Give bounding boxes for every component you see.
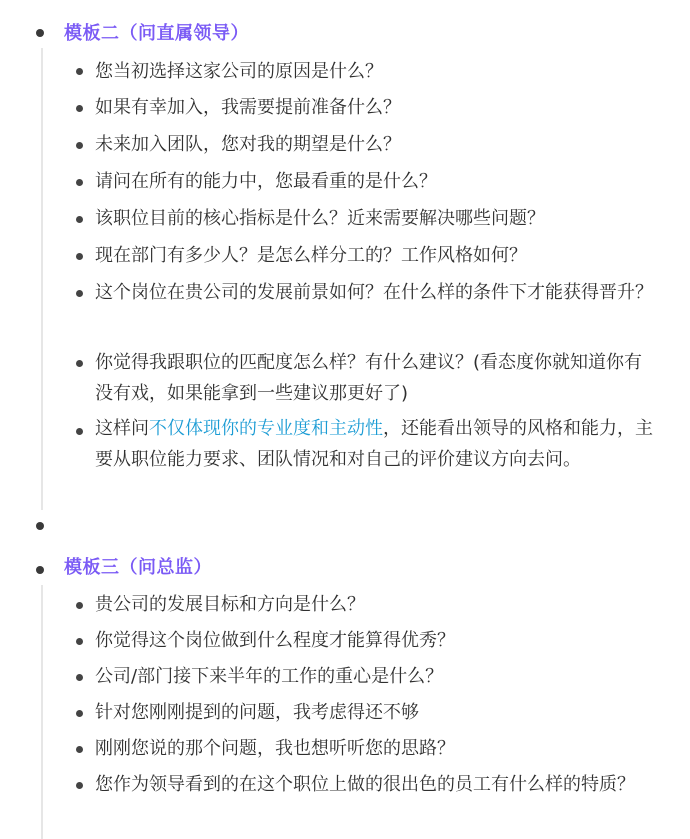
list-bullet [76,782,83,789]
summary-suffix: ，还能看出领导的风格和能力，主要从职位能力要求、团队情况和对自己的评价建议方向去问。 [95,418,653,470]
list-item: 这个岗位在贵公司的发展前景如何？在什么样的条件下才能获得晋升？ [95,282,653,303]
list-bullet [76,68,83,75]
summary-highlight: 不仅体现你的专业度和主动性 [149,418,383,439]
list-bullet [76,602,83,609]
list-item: 贵公司的发展目标和方向是什么？ [95,594,365,615]
list-item-summary [95,413,655,475]
list-bullet [76,674,83,681]
top-level-bullet [36,566,44,574]
list-item: 请问在所有的能力中，您最看重的是什么？ [95,171,437,192]
list-item: 现在部门有多少人？是怎么样分工的？工作风格如何？ [95,245,527,266]
section-heading: 模板三（问总监） [64,557,212,578]
section-heading: 模板二（问直属领导） [64,23,249,44]
list-item: 你觉得这个岗位做到什么程度才能算得优秀？ [95,630,455,651]
list-item: 你觉得我跟职位的匹配度怎么样？有什么建议？(看态度你就知道你有没有戏，如果能拿到一些建议那更好了) [95,352,643,404]
list-bullet [76,746,83,753]
nested-list-guide-line [41,585,43,839]
list-item: 如果有幸加入，我需要提前准备什么？ [95,97,401,118]
list-bullet [76,428,83,435]
list-item: 针对您刚刚提到的问题，我考虑得还不够 [95,702,419,723]
list-bullet [76,290,83,297]
list-bullet [76,216,83,223]
summary-prefix: 这样问 [95,418,149,439]
list-item: 刚刚您说的那个问题，我也想听听您的思路？ [95,738,455,759]
list-bullet [76,179,83,186]
list-bullet [76,142,83,149]
list-item: 未来加入团队，您对我的期望是什么？ [95,134,401,155]
list-bullet [76,710,83,717]
list-bullet [76,638,83,645]
list-bullet [76,253,83,260]
empty-top-level-bullet [36,522,44,530]
list-item: 该职位目前的核心指标是什么？近来需要解决哪些问题？ [95,208,545,229]
list-bullet [76,105,83,112]
list-item: 公司/部门接下来半年的工作的重心是什么？ [95,666,444,687]
list-item: 您作为领导看到的在这个职位上做的很出色的员工有什么样的特质？ [95,774,635,795]
list-item: 您当初选择这家公司的原因是什么？ [95,61,383,82]
nested-list-guide-line [41,48,43,510]
top-level-bullet [36,29,44,37]
list-bullet [76,360,83,367]
